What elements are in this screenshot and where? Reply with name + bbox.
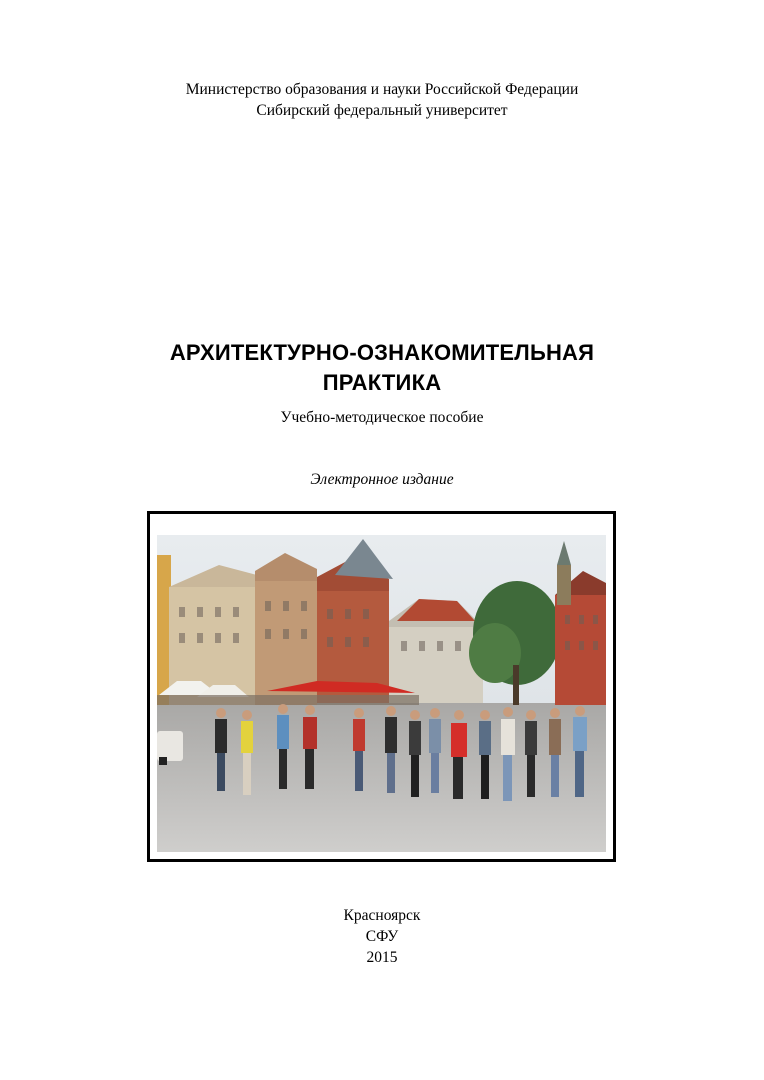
cover-photo bbox=[157, 535, 606, 852]
ministry-header bbox=[0, 79, 764, 121]
book-subtitle: Учебно-методическое пособие bbox=[280, 409, 484, 426]
imprint-year: 2015 bbox=[366, 949, 398, 966]
book-title bbox=[0, 338, 764, 398]
imprint-publisher: СФУ bbox=[365, 928, 399, 945]
imprint bbox=[0, 905, 764, 968]
edition-note: Электронное издание bbox=[310, 471, 454, 488]
ministry-name: Министерство образования и науки Российской Федерации bbox=[185, 81, 579, 98]
book-title-line-1: АРХИТЕКТУРНО-ОЗНАКОМИТЕЛЬНАЯ bbox=[169, 340, 595, 365]
university-name: Сибирский федеральный университет bbox=[256, 102, 508, 119]
book-title-line-2: ПРАКТИКА bbox=[322, 370, 442, 395]
cover-photo-frame bbox=[147, 511, 616, 862]
imprint-city: Красноярск bbox=[343, 907, 421, 924]
